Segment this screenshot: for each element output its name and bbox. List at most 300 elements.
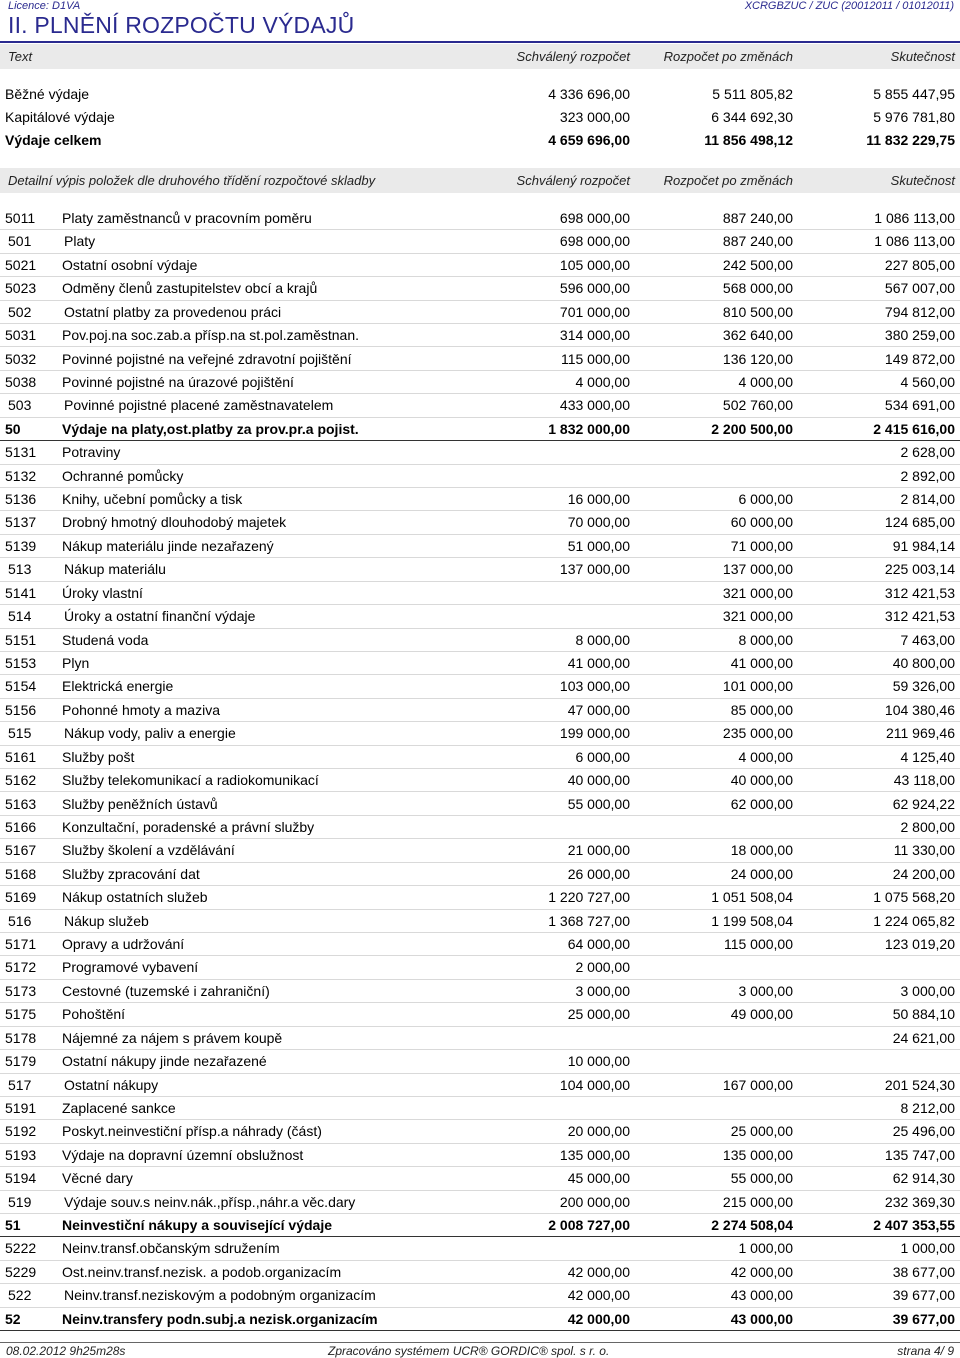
actual-value: 50 884,10	[892, 1006, 955, 1023]
item-name: Opravy a udržování	[62, 936, 185, 953]
summary-actual: 11 832 229,75	[866, 132, 955, 148]
summary-table-header	[0, 44, 960, 69]
summary-header-actual: Skutečnost	[890, 49, 955, 64]
approved-value: 55 000,00	[567, 795, 630, 812]
actual-value: 123 019,20	[884, 936, 955, 953]
item-name: Knihy, učební pomůcky a tisk	[62, 491, 243, 508]
actual-value: 2 892,00	[900, 467, 955, 484]
page-footer	[0, 1342, 960, 1358]
approved-value: 200 000,00	[559, 1193, 630, 1210]
detail-header-text: Detailní výpis položek dle druhového třídění rozpočtové skladby	[8, 173, 376, 188]
revised-value: 71 000,00	[730, 537, 793, 554]
summary-actual: 5 855 447,95	[873, 86, 955, 102]
revised-value: 60 000,00	[730, 514, 793, 531]
item-code: 50	[5, 420, 21, 437]
item-name: Neinv.transf.neziskovým a podobným organizacím	[64, 1287, 376, 1304]
table-row	[0, 839, 960, 862]
item-name: Potraviny	[62, 444, 121, 461]
item-code: 5163	[5, 795, 37, 812]
table-row	[0, 441, 960, 464]
item-code: 519	[8, 1193, 32, 1210]
table-row	[0, 652, 960, 675]
table-row	[0, 511, 960, 534]
revised-value: 1 199 508,04	[711, 912, 793, 929]
actual-value: 1 075 568,20	[873, 889, 955, 906]
table-row	[0, 1214, 960, 1237]
item-name: Ost.neinv.transf.nezisk. a podob.organizacím	[62, 1263, 342, 1280]
actual-value: 211 969,46	[885, 725, 955, 742]
table-row	[0, 793, 960, 816]
actual-value: 2 800,00	[900, 818, 955, 835]
item-code: 516	[8, 912, 32, 929]
revised-value: 24 000,00	[730, 865, 793, 882]
item-code: 5139	[5, 537, 37, 554]
revised-value: 568 000,00	[722, 280, 793, 297]
table-row	[0, 1074, 960, 1097]
item-code: 522	[8, 1287, 32, 1304]
item-code: 503	[8, 397, 32, 414]
actual-value: 2 628,00	[900, 444, 955, 461]
approved-value: 45 000,00	[567, 1170, 630, 1187]
detail-header-actual: Skutečnost	[890, 173, 955, 188]
approved-value: 137 000,00	[559, 561, 630, 578]
item-code: 517	[8, 1076, 32, 1093]
actual-value: 4 560,00	[900, 373, 955, 390]
approved-value: 42 000,00	[567, 1310, 630, 1327]
table-row	[0, 980, 960, 1003]
revised-value: 887 240,00	[722, 233, 793, 250]
item-code: 5194	[5, 1170, 37, 1187]
actual-value: 135 747,00	[884, 1146, 955, 1163]
item-name: Drobný hmotný dlouhodobý majetek	[62, 514, 287, 531]
approved-value: 16 000,00	[567, 491, 630, 508]
approved-value: 40 000,00	[567, 772, 630, 789]
table-row	[0, 1050, 960, 1073]
approved-value: 1 832 000,00	[548, 420, 630, 437]
approved-value: 64 000,00	[567, 936, 630, 953]
actual-value: 25 496,00	[892, 1123, 955, 1140]
table-row	[0, 1027, 960, 1050]
title-underline	[0, 41, 960, 43]
item-code: 5131	[5, 444, 37, 461]
revised-value: 887 240,00	[722, 210, 793, 226]
item-name: Pohonné hmoty a maziva	[62, 701, 220, 718]
approved-value: 701 000,00	[559, 303, 630, 320]
footer-system: Zpracováno systémem UCR® GORDIC® spol. s r. o.	[328, 1344, 610, 1358]
revised-value: 55 000,00	[730, 1170, 793, 1187]
item-name: Nákup služeb	[64, 912, 149, 929]
approved-value: 10 000,00	[567, 1053, 630, 1070]
actual-value: 39 677,00	[892, 1310, 955, 1327]
actual-value: 38 677,00	[892, 1263, 955, 1280]
table-row	[0, 371, 960, 394]
actual-value: 2 407 353,55	[873, 1217, 955, 1234]
item-name: Výdaje na platy,ost.platby za prov.pr.a pojist.	[62, 420, 359, 437]
item-name: Povinné pojistné na úrazové pojištění	[62, 373, 294, 390]
revised-value: 321 000,00	[722, 608, 793, 625]
table-row	[0, 535, 960, 558]
page-title: II. PLNĚNÍ ROZPOČTU VÝDAJŮ	[8, 12, 355, 38]
item-code: 5032	[5, 350, 37, 367]
approved-value: 42 000,00	[567, 1287, 630, 1304]
approved-value: 25 000,00	[567, 1006, 630, 1023]
approved-value: 314 000,00	[559, 327, 630, 344]
table-row	[0, 910, 960, 933]
item-code: 5169	[5, 889, 37, 906]
item-name: Ostatní nákupy jinde nezařazené	[62, 1053, 267, 1070]
item-name: Neinvestiční nákupy a související výdaje	[62, 1217, 333, 1234]
actual-value: 7 463,00	[900, 631, 955, 648]
actual-value: 40 800,00	[892, 654, 955, 671]
revised-value: 3 000,00	[738, 982, 793, 999]
item-name: Služby zpracování dat	[62, 865, 200, 882]
actual-value: 1 224 065,82	[873, 912, 955, 929]
approved-value: 433 000,00	[559, 397, 630, 414]
approved-value: 26 000,00	[567, 865, 630, 882]
actual-value: 2 814,00	[900, 491, 955, 508]
table-row	[0, 1308, 960, 1331]
approved-value: 105 000,00	[559, 256, 630, 273]
table-row	[0, 675, 960, 698]
revised-value: 810 500,00	[722, 303, 793, 320]
item-code: 5193	[5, 1146, 37, 1163]
revised-value: 4 000,00	[738, 373, 793, 390]
actual-value: 312 421,53	[884, 608, 955, 625]
table-row	[0, 1167, 960, 1190]
item-name: Programové vybavení	[62, 959, 199, 976]
revised-value: 242 500,00	[722, 256, 793, 273]
revised-value: 8 000,00	[738, 631, 793, 648]
item-code: 5136	[5, 491, 37, 508]
item-name: Neinv.transfery podn.subj.a nezisk.organizacím	[62, 1310, 378, 1327]
approved-value: 698 000,00	[559, 233, 630, 250]
revised-value: 4 000,00	[738, 748, 793, 765]
revised-value: 362 640,00	[722, 327, 793, 344]
item-code: 5171	[5, 936, 37, 953]
actual-value: 24 621,00	[892, 1029, 955, 1046]
table-row	[0, 629, 960, 652]
approved-value: 20 000,00	[567, 1123, 630, 1140]
item-code: 5137	[5, 514, 37, 531]
item-code: 515	[8, 725, 32, 742]
item-code: 5179	[5, 1053, 37, 1070]
item-code: 5161	[5, 748, 37, 765]
footer-page-number: strana 4/ 9	[897, 1344, 954, 1358]
item-name: Úroky a ostatní finanční výdaje	[64, 608, 256, 625]
table-row	[0, 348, 960, 371]
item-name: Věcné dary	[62, 1170, 133, 1187]
revised-value: 40 000,00	[730, 772, 793, 789]
table-row	[0, 886, 960, 909]
item-name: Zaplacené sankce	[62, 1099, 176, 1116]
actual-value: 104 380,46	[884, 701, 955, 718]
approved-value: 1 368 727,00	[548, 912, 630, 929]
detail-header-approved: Schválený rozpočet	[516, 173, 630, 188]
item-code: 5141	[5, 584, 37, 601]
actual-value: 794 812,00	[884, 303, 955, 320]
actual-value: 227 805,00	[884, 256, 955, 273]
actual-value: 534 691,00	[884, 397, 955, 414]
item-code: 5172	[5, 959, 37, 976]
actual-value: 8 212,00	[900, 1099, 955, 1116]
actual-value: 149 872,00	[884, 350, 955, 367]
table-row	[0, 1003, 960, 1026]
item-code: 5023	[5, 280, 37, 297]
revised-value: 62 000,00	[730, 795, 793, 812]
summary-label: Kapitálové výdaje	[5, 109, 115, 125]
approved-value: 2 008 727,00	[548, 1217, 630, 1234]
item-name: Platy	[64, 233, 96, 250]
revised-value: 1 000,00	[738, 1240, 793, 1257]
table-row	[0, 863, 960, 886]
table-row	[0, 277, 960, 300]
item-name: Nákup ostatních služeb	[62, 889, 208, 906]
revised-value: 167 000,00	[722, 1076, 793, 1093]
summary-row-capital	[0, 106, 960, 129]
item-name: Plyn	[62, 654, 90, 671]
revised-value: 215 000,00	[722, 1193, 793, 1210]
approved-value: 4 000,00	[575, 373, 630, 390]
item-name: Cestovné (tuzemské i zahraniční)	[62, 982, 270, 999]
table-row	[0, 230, 960, 253]
actual-value: 1 000,00	[900, 1240, 955, 1257]
actual-value: 4 125,40	[900, 748, 955, 765]
approved-value: 1 220 727,00	[548, 889, 630, 906]
item-name: Nákup vody, paliv a energie	[64, 725, 236, 742]
item-code: 5162	[5, 772, 37, 789]
summary-header-revised: Rozpočet po změnách	[663, 49, 793, 64]
actual-value: 380 259,00	[884, 327, 955, 344]
item-code: 501	[8, 233, 32, 250]
approved-value: 6 000,00	[575, 748, 630, 765]
item-name: Pohoštění	[62, 1006, 126, 1023]
table-row	[0, 933, 960, 956]
revised-value: 136 120,00	[722, 350, 793, 367]
item-name: Neinv.transf.občanským sdružením	[62, 1240, 280, 1257]
item-name: Ostatní platby za provedenou práci	[64, 303, 282, 320]
table-row	[0, 769, 960, 792]
revised-value: 2 274 508,04	[711, 1217, 793, 1234]
summary-approved: 4 336 696,00	[548, 86, 630, 102]
item-name: Povinné pojistné na veřejné zdravotní pojištění	[62, 350, 352, 367]
summary-revised: 6 344 692,30	[711, 109, 793, 125]
actual-value: 3 000,00	[900, 982, 955, 999]
revised-value: 115 000,00	[723, 936, 793, 953]
revised-value: 502 760,00	[722, 397, 793, 414]
item-code: 502	[8, 303, 32, 320]
actual-value: 43 118,00	[893, 772, 955, 789]
approved-value: 21 000,00	[567, 842, 630, 859]
approved-value: 596 000,00	[559, 280, 630, 297]
revised-value: 321 000,00	[722, 584, 793, 601]
approved-value: 115 000,00	[560, 350, 630, 367]
table-row	[0, 1097, 960, 1120]
summary-row-total	[0, 129, 960, 152]
revised-value: 101 000,00	[722, 678, 793, 695]
revised-value: 235 000,00	[722, 725, 793, 742]
item-name: Ostatní osobní výdaje	[62, 256, 198, 273]
item-code: 5011	[5, 210, 36, 226]
actual-value: 2 415 616,00	[873, 420, 955, 437]
revised-value: 49 000,00	[730, 1006, 793, 1023]
actual-value: 312 421,53	[884, 584, 955, 601]
approved-value: 41 000,00	[567, 654, 630, 671]
summary-actual: 5 976 781,80	[873, 109, 955, 125]
table-row	[0, 816, 960, 839]
item-code: 5151	[5, 631, 37, 648]
table-row	[0, 605, 960, 628]
detail-table-header	[0, 168, 960, 193]
actual-value: 1 086 113,00	[874, 233, 955, 250]
footer-datetime: 08.02.2012 9h25m28s	[6, 1344, 126, 1358]
approved-value: 2 000,00	[575, 959, 630, 976]
item-name: Úroky vlastní	[62, 584, 143, 601]
approved-value: 199 000,00	[559, 725, 630, 742]
revised-value: 41 000,00	[730, 654, 793, 671]
table-row	[0, 956, 960, 979]
approved-value: 70 000,00	[567, 514, 630, 531]
revised-value: 2 200 500,00	[711, 420, 793, 437]
item-code: 513	[8, 561, 32, 578]
item-code: 5192	[5, 1123, 37, 1140]
table-row	[0, 582, 960, 605]
actual-value: 11 330,00	[893, 842, 955, 859]
revised-value: 85 000,00	[730, 701, 793, 718]
approved-value: 51 000,00	[567, 537, 630, 554]
table-row	[0, 418, 960, 441]
revised-value: 43 000,00	[730, 1287, 793, 1304]
revised-value: 42 000,00	[730, 1263, 793, 1280]
table-row	[0, 465, 960, 488]
licence-label: Licence: D1VA	[8, 0, 81, 12]
approved-value: 135 000,00	[559, 1146, 630, 1163]
item-code: 5132	[5, 467, 37, 484]
report-code: XCRGBZUC / ZUC (20012011 / 01012011)	[744, 0, 954, 12]
item-code: 5167	[5, 842, 37, 859]
summary-label: Výdaje celkem	[5, 132, 102, 148]
approved-value: 104 000,00	[559, 1076, 630, 1093]
actual-value: 225 003,14	[884, 561, 955, 578]
item-code: 5031	[5, 327, 37, 344]
approved-value: 8 000,00	[575, 631, 630, 648]
approved-value: 698 000,00	[559, 210, 630, 226]
item-name: Povinné pojistné placené zaměstnavatelem	[64, 397, 334, 414]
table-row	[0, 746, 960, 769]
item-code: 5173	[5, 982, 37, 999]
table-row	[0, 1237, 960, 1260]
item-code: 5153	[5, 654, 37, 671]
item-name: Studená voda	[62, 631, 149, 648]
item-name: Výdaje na dopravní územní obslužnost	[62, 1146, 304, 1163]
item-name: Konzultační, poradenské a právní služby	[62, 818, 315, 835]
item-code: 514	[8, 608, 32, 625]
table-row	[0, 207, 960, 230]
actual-value: 91 984,14	[892, 537, 955, 554]
table-row	[0, 558, 960, 581]
item-code: 5021	[5, 256, 37, 273]
table-row	[0, 324, 960, 347]
revised-value: 25 000,00	[730, 1123, 793, 1140]
item-name: Služby peněžních ústavů	[62, 795, 218, 812]
item-code: 5222	[5, 1240, 37, 1257]
item-name: Služby školení a vzdělávání	[62, 842, 235, 859]
table-row	[0, 1144, 960, 1167]
summary-header-text: Text	[8, 49, 33, 64]
actual-value: 62 924,22	[892, 795, 955, 812]
item-code: 5156	[5, 701, 37, 718]
item-name: Nákup materiálu	[64, 561, 166, 578]
actual-value: 24 200,00	[892, 865, 955, 882]
item-code: 5191	[5, 1099, 37, 1116]
actual-value: 1 086 113,00	[874, 210, 955, 226]
item-code: 5168	[5, 865, 37, 882]
actual-value: 567 007,00	[884, 280, 955, 297]
item-code: 5178	[5, 1029, 37, 1046]
table-row	[0, 301, 960, 324]
item-code: 51	[5, 1217, 21, 1234]
item-code: 5175	[5, 1006, 37, 1023]
actual-value: 39 677,00	[892, 1287, 955, 1304]
revised-value: 6 000,00	[738, 491, 793, 508]
actual-value: 232 369,30	[884, 1193, 955, 1210]
table-row	[0, 394, 960, 417]
summary-header-approved: Schválený rozpočet	[516, 49, 630, 64]
approved-value: 103 000,00	[559, 678, 630, 695]
item-name: Služby pošt	[62, 748, 135, 765]
actual-value: 59 326,00	[892, 678, 955, 695]
item-code: 5166	[5, 818, 37, 835]
item-name: Pov.poj.na soc.zab.a přísp.na st.pol.zaměstnan.	[62, 327, 360, 344]
approved-value: 42 000,00	[567, 1263, 630, 1280]
item-name: Nákup materiálu jinde nezařazený	[62, 537, 274, 554]
table-row	[0, 1284, 960, 1307]
summary-approved: 4 659 696,00	[548, 132, 630, 148]
revised-value: 1 051 508,04	[711, 889, 793, 906]
table-row	[0, 1120, 960, 1143]
item-name: Nájemné za nájem s právem koupě	[62, 1029, 283, 1046]
approved-value: 3 000,00	[575, 982, 630, 999]
summary-revised: 5 511 805,82	[712, 86, 793, 102]
actual-value: 201 524,30	[884, 1076, 955, 1093]
summary-revised: 11 856 498,12	[704, 132, 793, 148]
item-name: Odměny členů zastupitelstev obcí a krajů	[62, 280, 318, 297]
item-code: 5038	[5, 373, 37, 390]
item-name: Platy zaměstnanců v pracovním poměru	[62, 210, 312, 226]
table-row	[0, 254, 960, 277]
item-name: Ostatní nákupy	[64, 1076, 159, 1093]
revised-value: 135 000,00	[722, 1146, 793, 1163]
item-code: 5154	[5, 678, 37, 695]
table-row	[0, 699, 960, 722]
actual-value: 124 685,00	[884, 514, 955, 531]
summary-label: Běžné výdaje	[5, 86, 90, 102]
table-row	[0, 1261, 960, 1284]
item-code: 52	[5, 1310, 21, 1327]
approved-value: 47 000,00	[567, 701, 630, 718]
item-name: Služby telekomunikací a radiokomunikací	[62, 772, 319, 789]
summary-row-current	[0, 83, 960, 106]
item-name: Poskyt.neinvestiční přísp.a náhrady (část)	[62, 1123, 322, 1140]
summary-approved: 323 000,00	[559, 109, 630, 125]
item-name: Výdaje souv.s neinv.nák.,přísp.,náhr.a věc.dary	[64, 1193, 356, 1210]
revised-value: 18 000,00	[730, 842, 793, 859]
revised-value: 137 000,00	[722, 561, 793, 578]
item-code: 5229	[5, 1263, 37, 1280]
item-name: Ochranné pomůcky	[62, 467, 184, 484]
table-row	[0, 488, 960, 511]
detail-header-revised: Rozpočet po změnách	[663, 173, 793, 188]
item-name: Elektrická energie	[62, 678, 174, 695]
